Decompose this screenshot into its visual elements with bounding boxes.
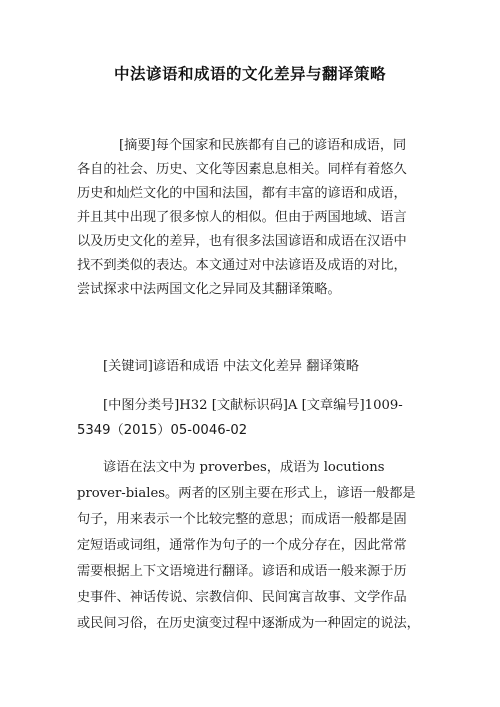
body-line: 句子，用来表示一个比较完整的意思；而成语一般都是固 <box>77 512 407 527</box>
body-line: 需要根据上下文语境进行翻译。谚语和成语一般来源于历 <box>77 564 407 579</box>
body-line: prover-biales。两者的区别主要在形式上，谚语一般都是 <box>77 486 416 501</box>
abstract-line: [摘要]每个国家和民族都有自己的谚语和成语，同 <box>119 138 407 153</box>
abstract-line: 尝试探求中法两国文化之异同及其翻译策略。 <box>77 282 341 297</box>
abstract-line: 各自的社会、历史、文化等因素息息相关。同样有着悠久 <box>77 162 407 177</box>
abstract-line: 并且其中出现了很多惊人的相似。但由于两国地域、语言 <box>77 210 407 225</box>
body-line: 或民间习俗，在历史演变过程中逐渐成为一种固定的说法， <box>77 616 420 631</box>
body-line: 史事件、神话传说、宗教信仰、民间寓言故事、文学作品 <box>77 590 407 605</box>
body-line: 谚语在法文中为 proverbes，成语为 locutions <box>103 460 385 475</box>
classification-line: [中图分类号]H32 [文献标识码]A [文章编号]1009- <box>103 398 403 413</box>
page-title: 中法谚语和成语的文化差异与翻译策略 <box>113 65 386 83</box>
classification-line: 5349（2015）05-0046-02 <box>77 423 248 438</box>
keywords-line: [关键词]谚语和成语 中法文化差异 翻译策略 <box>103 359 360 374</box>
abstract-line: 找不到类似的表达。本文通过对中法谚语及成语的对比， <box>77 258 407 273</box>
abstract-line: 以及历史文化的差异，也有很多法国谚语和成语在汉语中 <box>77 234 407 249</box>
body-line: 定短语或词组，通常作为句子的一个成分存在，因此常常 <box>77 538 407 553</box>
abstract-line: 历史和灿烂文化的中国和法国，都有丰富的谚语和成语， <box>77 186 407 201</box>
